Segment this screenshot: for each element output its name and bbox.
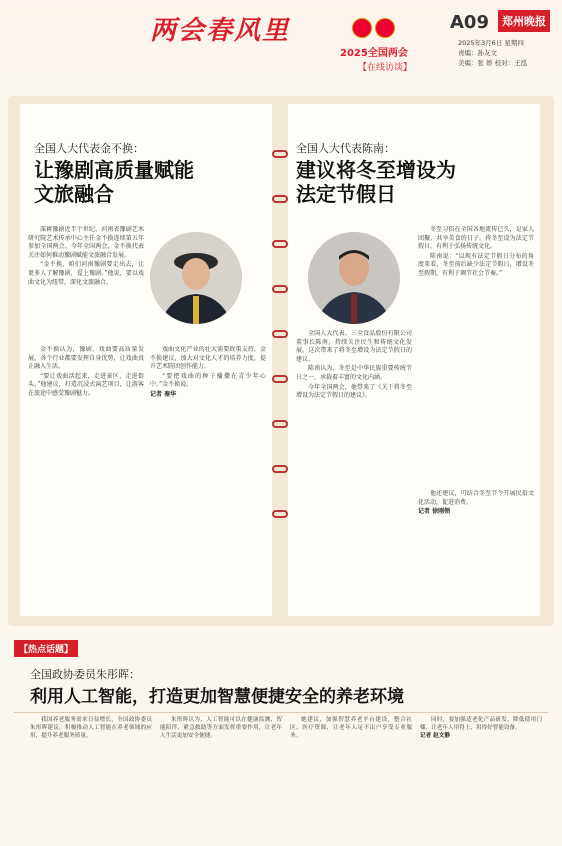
portrait-chen-nan: [308, 232, 400, 324]
left-col-2: 金不换认为，豫剧、戏曲要高质量发展，各个行业都要发挥自身优势，让戏曲真正融入生活。 “要让戏曲活起来，走进景区、走进街头。”他建议，打造沉浸式演艺项目，让游客在旅途中感受豫剧魅力。: [28, 346, 144, 397]
emblems: [352, 18, 398, 38]
portrait-jin-buhuan: [150, 232, 242, 324]
date: 2025年3月6日 星期四: [458, 39, 524, 47]
newspaper-logo: 郑州晚报: [498, 10, 550, 32]
divider: [14, 712, 548, 713]
column-title: 两会春风里: [150, 16, 291, 46]
right-col-1: 全国人大代表、三全食品股份有限公司董事长陈南，持续关注民生和传统文化发展，这次带来了将冬至增设为法定节假日的建议。 陈南认为，冬至是中华民族重要传统节日之一，承载着丰富的文化内涵。 今年全国两会，他带来了《关于将冬至增设为法定节假日的建议》。: [296, 330, 412, 400]
bottom-col-1: 我国养老服务需求日益增长，全国政协委员朱彤晖建议，积极推动人工智能在养老领域的应用，提升养老服务质量。: [30, 717, 152, 740]
bottom-headline: 利用人工智能，打造更加智慧便捷安全的养老环境: [30, 687, 404, 707]
left-byline: 记者 秦华: [150, 390, 177, 398]
right-col-2: 冬至习俗在全国各地流传已久，是家人团聚、共享美食的日子。将冬至设为法定节假日，有利于弘扬传统文化。 陈南说：“以现有法定节假日分布的角度来看，冬至前后缺少法定节假日，增设冬至假期，有利于调节社会节奏。”: [418, 226, 534, 277]
bottom-col-3: 她建议，加强智慧养老平台建设，整合社区、医疗资源，让老年人足不出户享受专业服务。: [290, 717, 412, 740]
bottom-byline: 记者 赵文静: [420, 733, 450, 740]
left-headline: 让豫剧高质量赋能 文旅融合: [34, 158, 194, 206]
bottom-col-2: 朱彤晖认为，人工智能可以在健康监测、智能陪伴、紧急救助等方面发挥重要作用，让老年人生活更加安全便捷。: [160, 717, 282, 740]
section-label: 【在线访谈】: [358, 63, 413, 73]
left-col-1: 深耕豫剧近半个世纪，河南省豫剧艺术研究院艺术传承中心主任金不换连续第五年参加全国两会。今年全国两会，金不换代表关注如何推动豫剧赋能文旅融合发展。 “金不换，咱们河南豫剧要走出去，让更多人了解豫剧，爱上豫剧。”他说，要以戏曲文化为纽带，深化文旅融合。: [28, 226, 144, 286]
left-col-3: 戏曲文化产业的壮大需要政策支持，金不换建议，加大对文化人才的培养力度，提升艺术院团创作能力。 “要把戏曲的种子播撒在青少年心中。”金不换说。 记者 秦华: [150, 346, 266, 398]
bottom-col-4: 同时，要加强适老化产品研发，降低使用门槛，让老年人用得上、用得好智能设备。 记者 赵文静: [420, 717, 542, 740]
right-headline: 建议将冬至增设为 法定节假日: [296, 158, 456, 206]
event-label: 2025全国两会: [340, 48, 408, 59]
page-number: A09: [450, 12, 489, 33]
right-col-3: 他还建议，可结合冬至节令开展民俗文化活动，促进消费。 记者 徐刚领: [418, 490, 534, 516]
designer: 美编：张 娇 校对：王泓: [458, 59, 528, 67]
masthead: [0, 0, 562, 80]
cppcc-emblem-icon: [375, 18, 395, 38]
bottom-kicker: 全国政协委员朱彤晖：: [30, 668, 140, 681]
right-kicker: 全国人大代表陈南：: [296, 142, 395, 155]
national-emblem-icon: [352, 18, 372, 38]
page-meta: [458, 38, 527, 68]
hot-topic-tag: 【热点话题】: [14, 640, 78, 657]
editor: 责编：孙友文: [458, 49, 497, 57]
right-byline: 记者 徐刚领: [418, 508, 451, 516]
binding-rings: [272, 150, 288, 555]
left-kicker: 全国人大代表金不换：: [34, 142, 144, 155]
